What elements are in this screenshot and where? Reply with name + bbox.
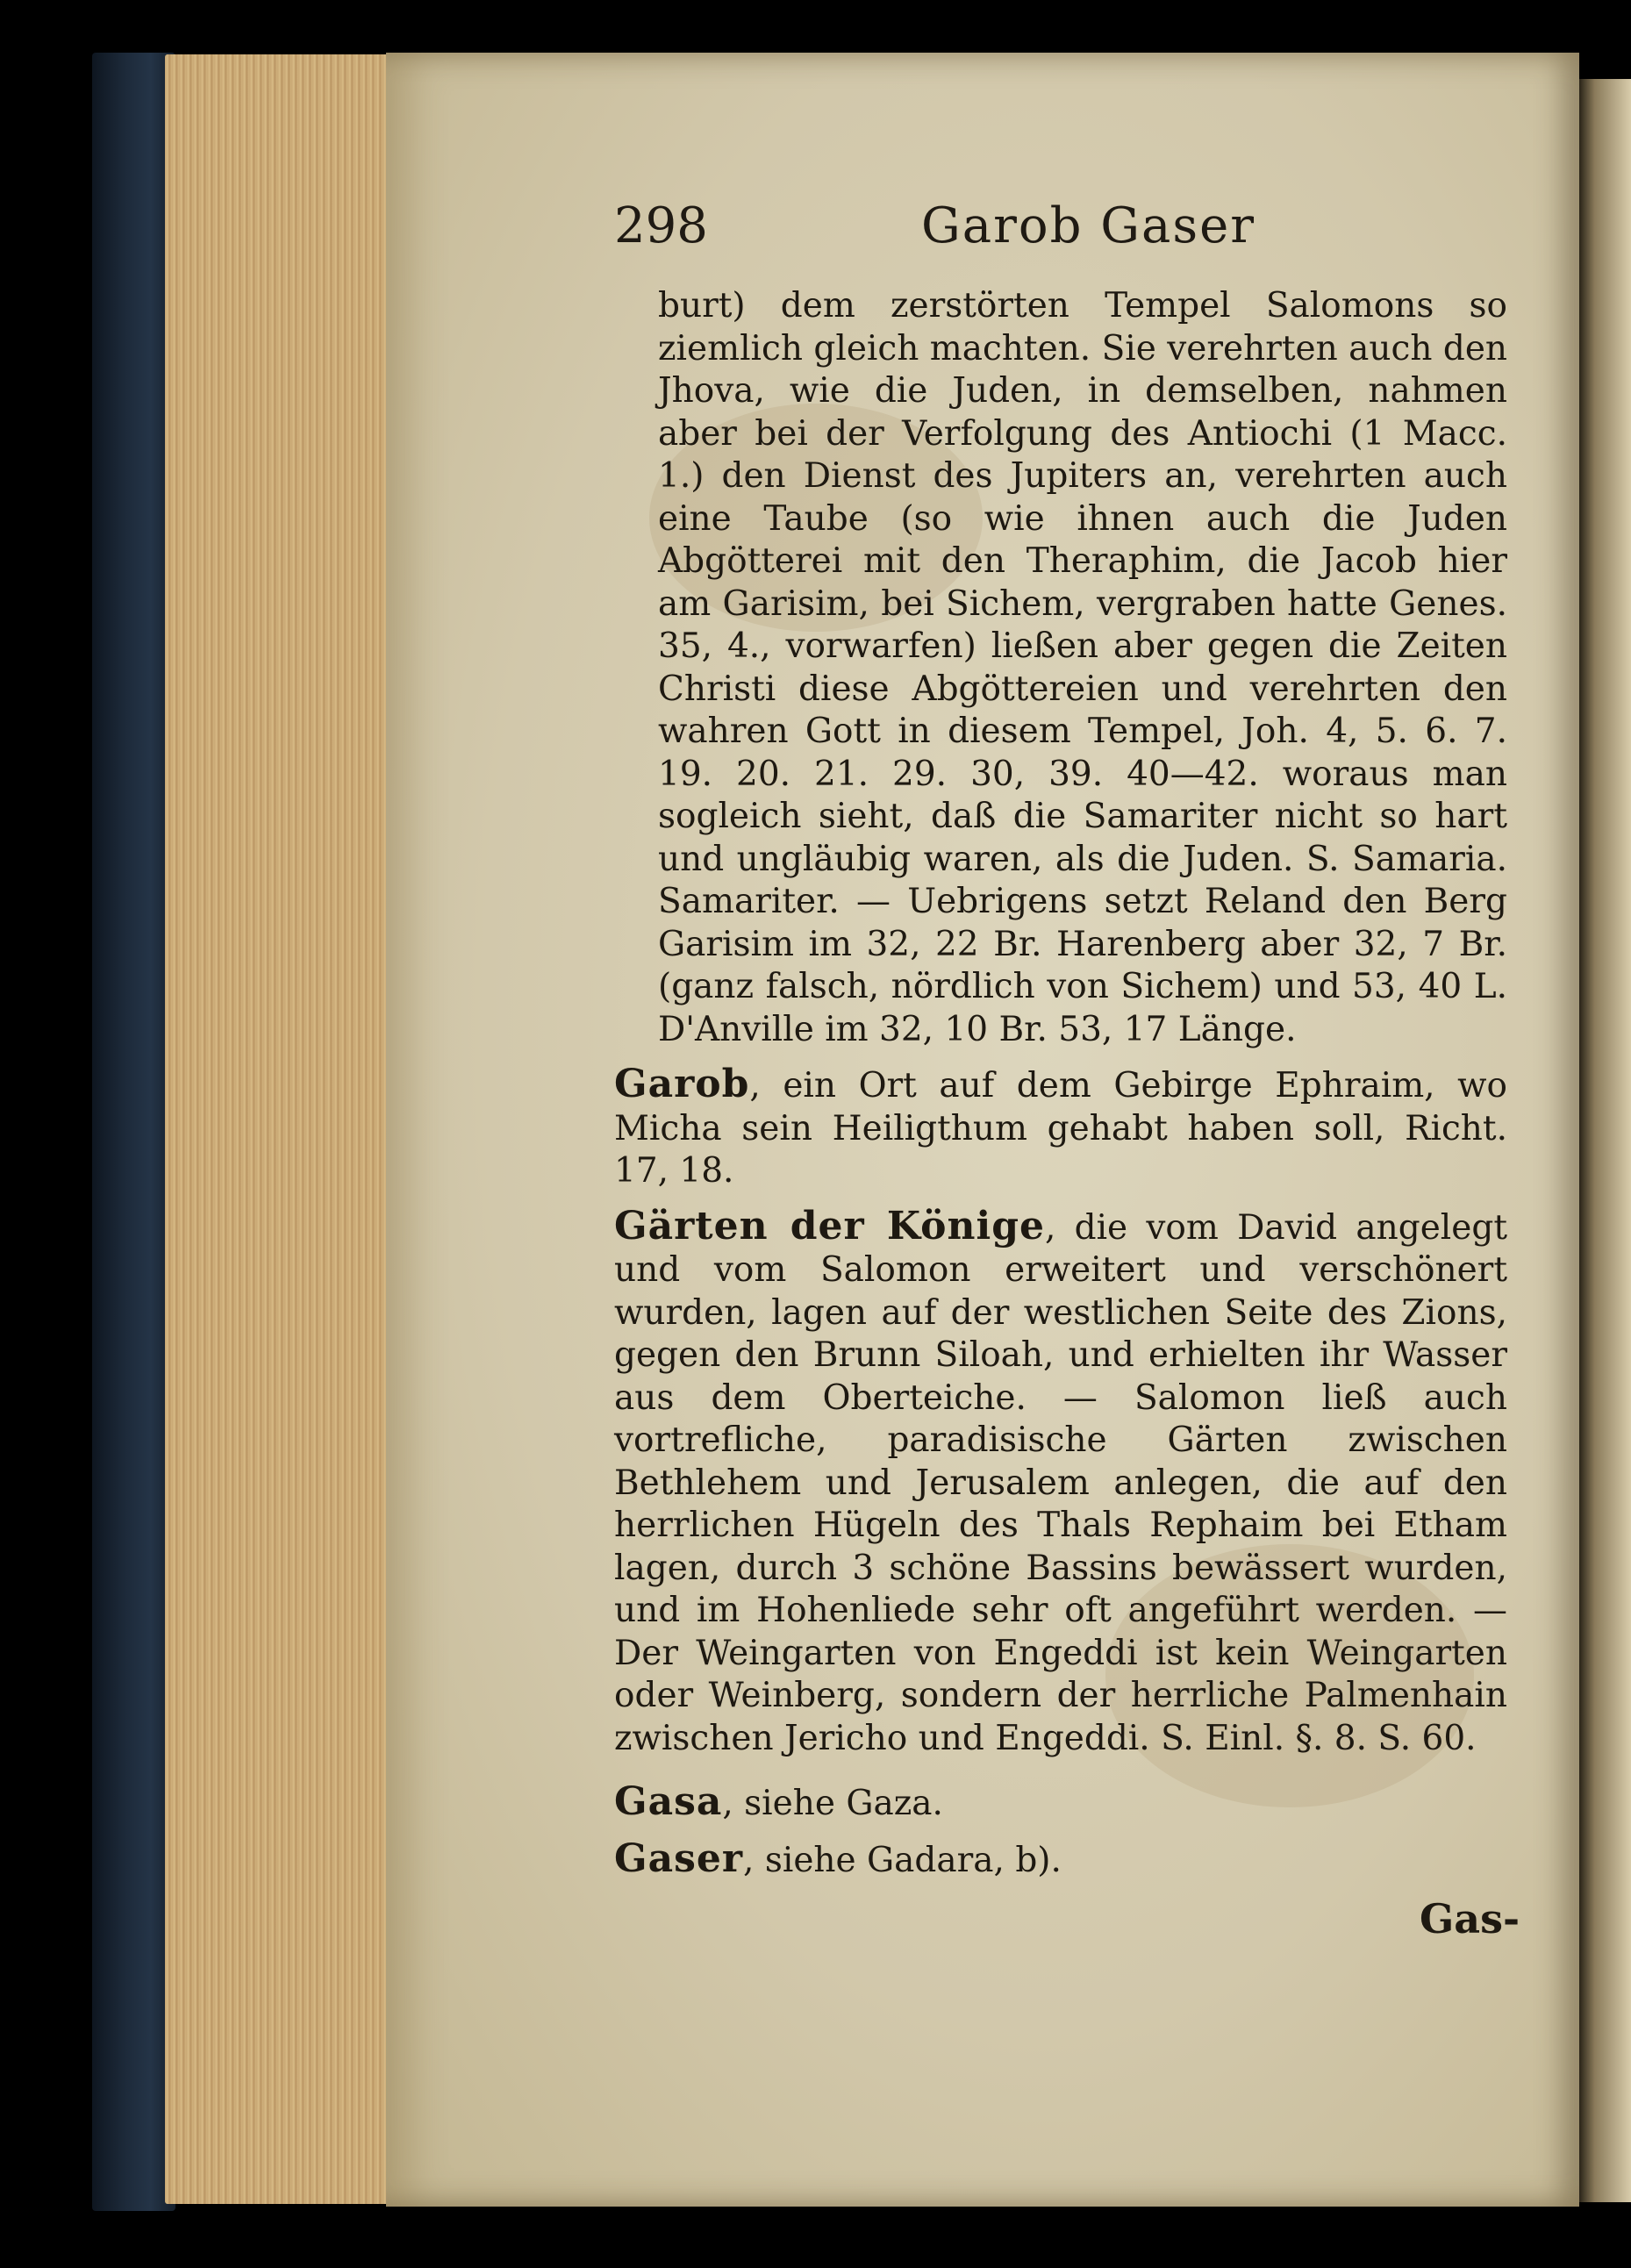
entry-headword: Gärten der Könige: [614, 1203, 1045, 1248]
entry-headword: Gaser: [614, 1835, 744, 1881]
book-cover-spine: [92, 53, 175, 2211]
entry-headword: Garob: [614, 1062, 750, 1106]
page-edges: [165, 54, 402, 2204]
entry-text: , die vom David angelegt und vom Salomon erweitert und verschönert wurden, lagen auf der westlichen Seite des Zions, gegen den Brunn Siloah, und erhielten ihr Wasser aus dem Oberteiche. — Salomon ließ auch vortrefliche, paradisische Gärten zwischen Bethlehem und Jerusalem anlegen, die auf den herrlichen Hügeln des Thals Rephaim bei Etham lagen, durch 3 schöne Bassins bewässert wurden, und im Hohenliede sehr oft angeführt werden. — Der Weingarten von Engeddi ist kein Weingarten oder Weinberg, sondern der herrliche Palmenhain zwischen Jericho und Engeddi. S. Einl. §. 8. S. 60.: [614, 1207, 1507, 1758]
continuation-paragraph: burt) dem zerstörten Tempel Salomons so ziemlich gleich machten. Sie verehrten auch den Jhova, wie die Juden, in demselben, nahmen aber bei der Verfolgung des Antiochi (1 Macc. 1.) den Dienst des Jupiters an, verehrten auch eine Taube (so wie ihnen auch die Juden Abgötterei mit den Theraphim, die Jacob hier am Garisim, bei Sichem, vergraben hatte Genes. 35, 4., vorwarfen) ließen aber gegen die Zeiten Christi diese Abgöttereien und verehrten den wahren Gott in diesem Tempel, Joh. 4, 5. 6. 7. 19. 20. 21. 29. 30, 39. 40—42. woraus man sogleich sieht, daß die Samariter nicht so hart und ungläubig waren, als die Juden. S. Samaria. Samariter. — Uebrigens setzt Reland den Berg Garisim im 32, 22 Br. Harenberg aber 32, 7 Br. (ganz falsch, nördlich von Sichem) und 53, 40 L. D'Anville im 32, 10 Br. 53, 17 Länge.: [658, 286, 1508, 1049]
entry-gaerten-der-koenige: [614, 1203, 1507, 1761]
entry-gaser: [614, 1835, 1507, 1883]
catchword: Gas-: [1420, 1895, 1520, 1942]
facing-page-edge: [1579, 79, 1631, 2202]
running-head-title: Garob Gaser: [921, 197, 1256, 254]
entry-text: , siehe Gadara, b).: [743, 1840, 1062, 1880]
entry-headword: Gasa: [614, 1779, 723, 1824]
entry-garob: [614, 1063, 1507, 1193]
entry-gasa: [614, 1781, 1507, 1826]
running-head: [614, 197, 1500, 259]
entry-text: , ein Ort auf dem Gebirge Ephraim, wo Micha sein Heiligthum gehabt haben soll, Richt. 17, 18.: [614, 1066, 1507, 1191]
page-text: [614, 285, 1508, 1882]
entry-text: , siehe Gaza.: [722, 1784, 943, 1823]
page-number: 298: [614, 197, 708, 254]
